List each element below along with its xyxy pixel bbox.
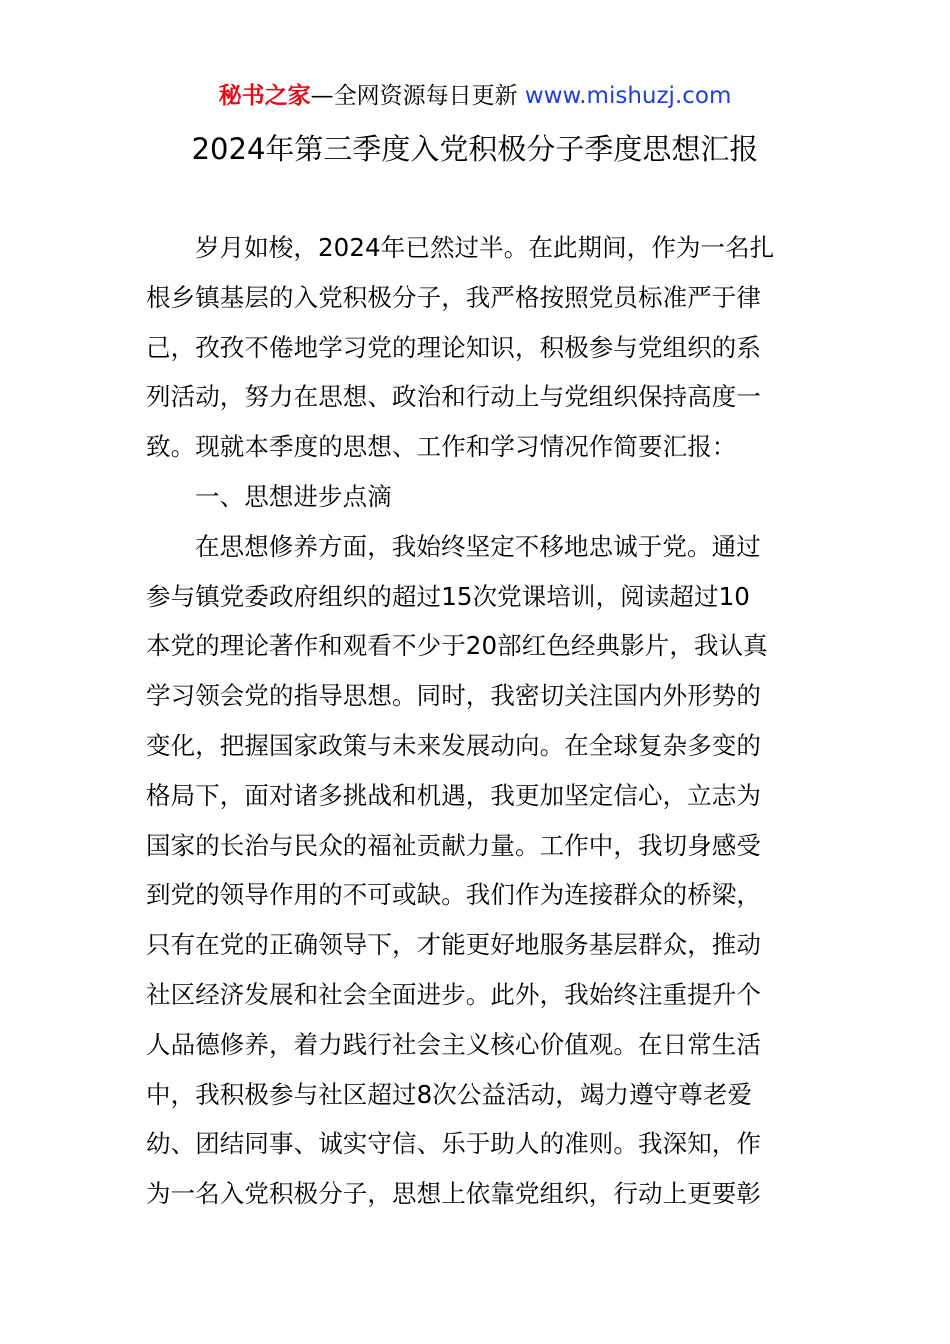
document-body (146, 223, 808, 1219)
paragraph-line: 根乡镇基层的入党积极分子，我严格按照党员标准严于律 (146, 282, 761, 312)
site-url-link[interactable]: www.mishuzj.com (524, 83, 732, 109)
section-heading: 一、思想进步点滴 (195, 481, 392, 511)
paragraph-line: 为一名入党积极分子，思想上依靠党组织，行动上更要彰 (146, 1179, 761, 1209)
paragraph-line: 本党的理论著作和观看不少于20部红色经典影片，我认真 (146, 631, 768, 661)
paragraph-line: 参与镇党委政府组织的超过15次党课培训，阅读超过10 (146, 581, 750, 611)
site-tagline: —全网资源每日更新 (310, 83, 525, 109)
paragraph-line: 社区经济发展和社会全面进步。此外，我始终注重提升个 (146, 979, 761, 1009)
document-title: 2024年第三季度入党积极分子季度思想汇报 (191, 132, 759, 166)
paragraph-line: 岁月如梭，2024年已然过半。在此期间，作为一名扎 (195, 233, 775, 262)
paragraph-line: 在思想修养方面，我始终坚定不移地忠诚于党。通过 (195, 531, 761, 561)
paragraph-line: 致。现就本季度的思想、工作和学习情况作简要汇报： (146, 432, 737, 462)
paragraph-line: 幼、团结同事、诚实守信、乐于助人的准则。我深知，作 (146, 1129, 761, 1159)
paragraph-line: 中，我积极参与社区超过8次公益活动，竭力遵守尊老爱 (146, 1079, 753, 1109)
paragraph-line: 格局下，面对诸多挑战和机遇，我更加坚定信心，立志为 (146, 780, 761, 810)
paragraph-line: 到党的领导作用的不可或缺。我们作为连接群众的桥梁， (146, 880, 761, 910)
site-header (0, 80, 950, 112)
paragraph-line: 学习领会党的指导思想。同时，我密切关注国内外形势的 (146, 681, 761, 711)
paragraph-line: 只有在党的正确领导下，才能更好地服务基层群众，推动 (146, 930, 761, 960)
paragraph-line: 己，孜孜不倦地学习党的理论知识，积极参与党组织的系 (146, 332, 761, 362)
site-brand: 秘书之家 (218, 83, 311, 109)
paragraph-line: 列活动，努力在思想、政治和行动上与党组织保持高度一 (146, 382, 761, 412)
paragraph-line: 变化，把握国家政策与未来发展动向。在全球复杂多变的 (146, 730, 761, 760)
paragraph-line: 国家的长治与民众的福祉贡献力量。工作中，我切身感受 (146, 830, 761, 860)
paragraph-line: 人品德修养，着力践行社会主义核心价值观。在日常生活 (146, 1029, 761, 1059)
